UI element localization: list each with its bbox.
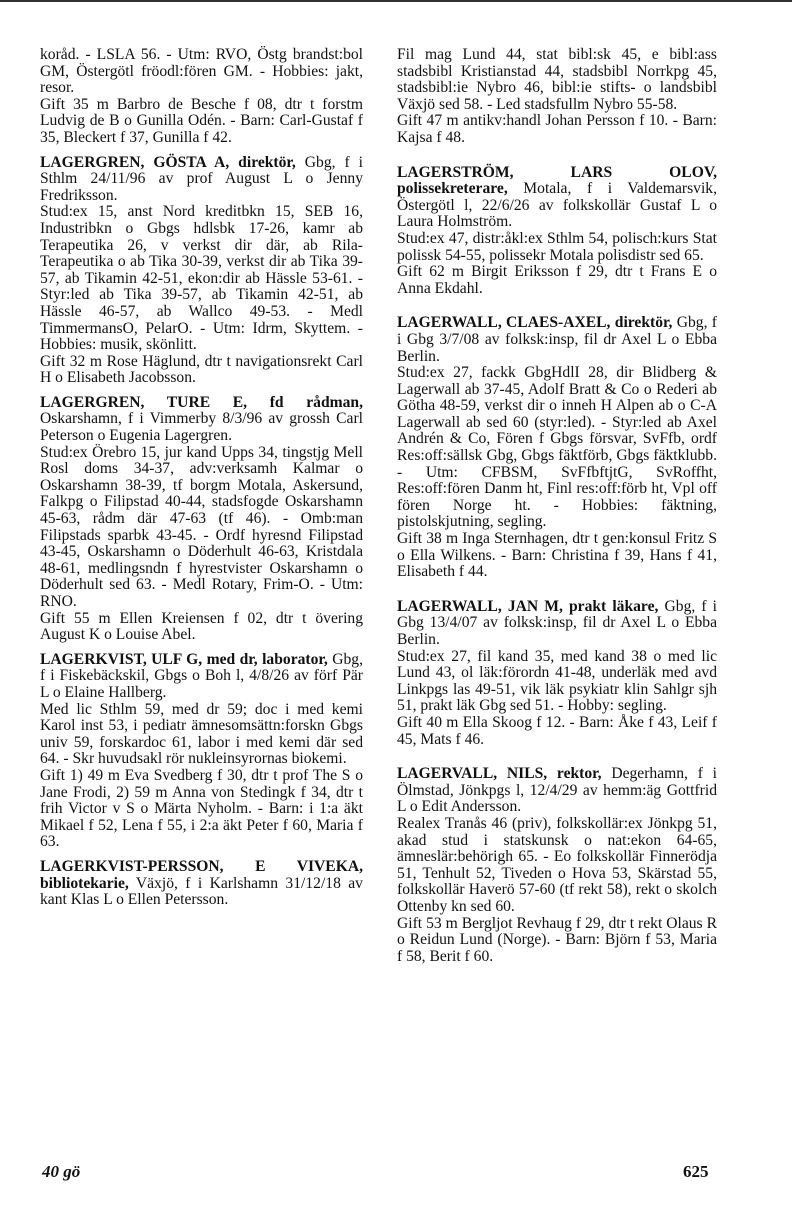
entry-lagervall-nils xyxy=(397,766,717,965)
entry-lagergren-ture xyxy=(40,395,363,644)
entry-family-line: Gift 1) 49 m Eva Svedberg f 30, dtr t prof The S o Jane Frodi, 2) 59 m Anna von Stedingk f 34, dtr t frih Victor v S o Märta Nyholm. - Barn: i 1:a äkt Mikael f 52, Lena f 55, i 2:a äkt Peter f 60, Maria f 63. xyxy=(40,766,363,851)
right-column xyxy=(397,47,717,965)
entry-family-line: Gift 62 m Birgit Eriksson f 29, dtr t Frans E o Anna Ekdahl. xyxy=(397,263,717,297)
entry-lagerwall-claes xyxy=(397,315,717,581)
entry-family-line: Gift 32 m Rose Häglund, dtr t navigationsrekt Carl H o Elisabeth Jacobsson. xyxy=(40,352,363,387)
entry-family-line: Gift 38 m Inga Sternhagen, dtr t gen:konsul Fritz S o Ella Wilkens. - Barn: Christina f 39, Hans f 41, Elisabeth f 44. xyxy=(397,530,717,581)
entry-heading: LAGERWALL, CLAES-AXEL, direktör, xyxy=(397,314,673,332)
entry-career: Stud:ex 27, fackk GbgHdlI 28, dir Blidberg & Lagerwall ab 37-45, Adolf Bratt & Co o Rederi ab Götha 48-59, verkst dir o inneh H Alpen ab o C-A Lagerwall ab sed 60 (styr:led). - Styr:led ab Axel Andrén & Co, Fören f Gbgs försvar, SvFfb, ordf Res:off:sällsk Gbg, Gbgs fäktförb, Gbgs fäktklubb. - Utm: CFBSM, SvFfbftjtG, SvRoffht, Res:off:fören Danm ht, Finl res:off:förb ht, Vpl off fören Norge ht. - Hobbies: fäktning, pistolskjutning, segling. xyxy=(397,364,717,531)
entry-career: Stud:ex 15, anst Nord kreditbkn 15, SEB 16, Industribkn o Gbgs hdlsbk 17-26, kamr ab Terapeutika 26, v verkst dir där, ab Rila-Terapeutika o ab Tika 30-39, verkst dir ab Tika 39-57, ab Tikamin 42-51, ekon:dir ab Hässle 53-61. - Styr:led ab Tika 39-57, ab Tikamin 42-51, ab Hässle 46-57, ab Wallco 49-53. - Medl TimmermansO, PelarO. - Utm: Idrm, Skyttem. - Hobbies: musik, skönlitt. xyxy=(40,203,363,354)
entry-continuation xyxy=(397,47,717,147)
entry-heading: LAGERKVIST, ULF G, med dr, laborator, xyxy=(40,650,328,668)
entry-family-line: Gift 40 m Ella Skoog f 12. - Barn: Åke f 43, Leif f 45, Mats f 46. xyxy=(397,713,717,748)
entry-lagerwall-jan xyxy=(397,599,717,748)
entry-continuation xyxy=(40,47,363,147)
entry-paragraph: koråd. - LSLA 56. - Utm: RVO, Östg brandst:bol GM, Östergötl fröodl:fören GM. - Hobbies: jakt, resor. xyxy=(40,46,363,97)
entry-family-line: Gift 55 m Ellen Kreiensen f 02, dtr t övering August K o Louise Abel. xyxy=(40,609,363,644)
entry-family-line: Gift 47 m antikv:handl Johan Persson f 10. - Barn: Kajsa f 48. xyxy=(397,112,717,146)
entry-heading: LAGERWALL, JAN M, prakt läkare, xyxy=(397,597,659,615)
entry-heading: LAGERKVIST-PERSSON, E VIVEKA, bibliotekarie, xyxy=(40,857,363,892)
entry-intro: Växjö, f i Karlshamn 31/12/18 av kant Klas L o Ellen Petersson. xyxy=(40,874,363,909)
entry-intro: Gbg, f i Sthlm 24/11/96 av prof August L o Jenny Fredriksson. xyxy=(40,153,363,204)
entry-intro: Gbg, f i Fiskebäckskil, Gbgs o Boh l, 4/8/26 av förf Pär L o Elaine Hallberg. xyxy=(40,650,363,701)
top-border-rule xyxy=(0,0,792,2)
entry-lagerkvist-ulf xyxy=(40,652,363,851)
entry-heading: LAGERVALL, NILS, rektor, xyxy=(397,765,602,783)
entry-heading: LAGERSTRÖM, LARS OLOV, polissekreterare, xyxy=(397,163,717,198)
entry-career: Stud:ex 47, distr:åkl:ex Sthlm 54, polisch:kurs Stat polissk 54-55, polissekr Motala polisdistr sed 65. xyxy=(397,229,717,264)
entry-intro: Gbg, f i Gbg 13/4/07 av folksk:insp, fil dr Axel L o Ebba Berlin. xyxy=(397,597,718,648)
entry-career: Med lic Sthlm 59, med dr 59; doc i med kemi Karol inst 53, i pediatr ämnesomsättn:forskn Gbgs univ 59, forskardoc 61, labor i med kemi där sed 64. - Skr huvudsakl rör nukleinsyrornas biokemi. xyxy=(40,700,363,768)
entry-family-line: Gift 35 m Barbro de Besche f 08, dtr t forstm Ludvig de B o Gunilla Odén. - Barn: Carl-Gustaf f 35, Bleckert f 37, Gunilla f 42. xyxy=(40,95,363,146)
entry-heading: LAGERGREN, TURE E, fd rådman, xyxy=(40,393,363,411)
entry-lagergren-gosta xyxy=(40,155,363,387)
entry-career: Realex Tranås 46 (priv), folkskollär:ex Jönkpg 51, akad stud i statskunsk o nat:ekon 64-65, ämneslär:behörigh 65. - Eo folkskollär Finnerödja 51, Tenhult 52, Tiveden o Hova 53, Skärstad 55, folkskollär Haverö 57-60 (tf rekt 58), rekt o skolch Ottenby kn sed 60. xyxy=(397,814,717,915)
entry-intro: Oskarshamn, f i Vimmerby 8/3/96 av grossh Carl Peterson o Eugenia Lagergren. xyxy=(40,410,363,445)
entry-career: Fil mag Lund 44, stat bibl:sk 45, e bibl:ass stadsbibl Kristianstad 44, stadsbibl Norrkpg 45, stadsbibl:ie Nybro 46, bibl:ie stifts- o landsbibl Växjö sed 58. - Led stadsfullm Nybro 55-58. xyxy=(397,46,717,113)
entry-intro: Motala, f i Valdemarsvik, Östergötl l, 22/6/26 av folkskollär Gustaf L o Laura Holmström. xyxy=(397,180,717,231)
entry-career: Stud:ex Örebro 15, jur kand Upps 34, tingstjg Mell Rosl doms 34-37, adv:verksamh Kalmar o Oskarshamn 38-39, tf borgm Motala, Askersund, Falkpg o Filipstad 40-44, stadsfogde Oskarshamn 45-63, rådm där 47-63 (tf 46). - Omb:man Filipstads sparbk 43-45. - Ordf hyresnd Filipstad 43-45, Oskarshamn o Döderhult 46-63, Kristdala 48-61, medlingsndn f hyrestvister Oskarshamn o Döderhult sed 63. - Medl Rotary, Frim-O. - Utm: RNO. xyxy=(40,443,363,610)
entry-heading: LAGERGREN, GÖSTA A, direktör, xyxy=(40,153,296,171)
entry-intro: Degerhamn, f i Ölmstad, Jönkpgs l, 12/4/29 av hemm:äg Gottfrid L o Edit Andersson. xyxy=(397,765,717,816)
entry-family-line: Gift 53 m Bergljot Revhaug f 29, dtr t rekt Olaus R o Reidun Lund (Norge). - Barn: Björn f 53, Maria f 58, Berit f 60. xyxy=(397,914,717,965)
left-column xyxy=(40,47,363,909)
entry-career: Stud:ex 27, fil kand 35, med kand 38 o med lic Lund 43, ol läk:förordn 41-48, underläk med avd Linkpgs las 49-51, vik läk psykiatr klin Sahlgr sjh 51, prakt läk Gbg sed 51. - Hobby: segling. xyxy=(397,647,717,715)
entry-lagerkvist-persson xyxy=(40,859,363,909)
entry-lagerstrom-lars xyxy=(397,165,717,298)
entry-intro: Gbg, f i Gbg 3/7/08 av folksk:insp, fil dr Axel L o Ebba Berlin. xyxy=(397,314,717,365)
page-signature: 40 gö xyxy=(42,1162,81,1181)
page-number: 625 xyxy=(683,1162,709,1181)
